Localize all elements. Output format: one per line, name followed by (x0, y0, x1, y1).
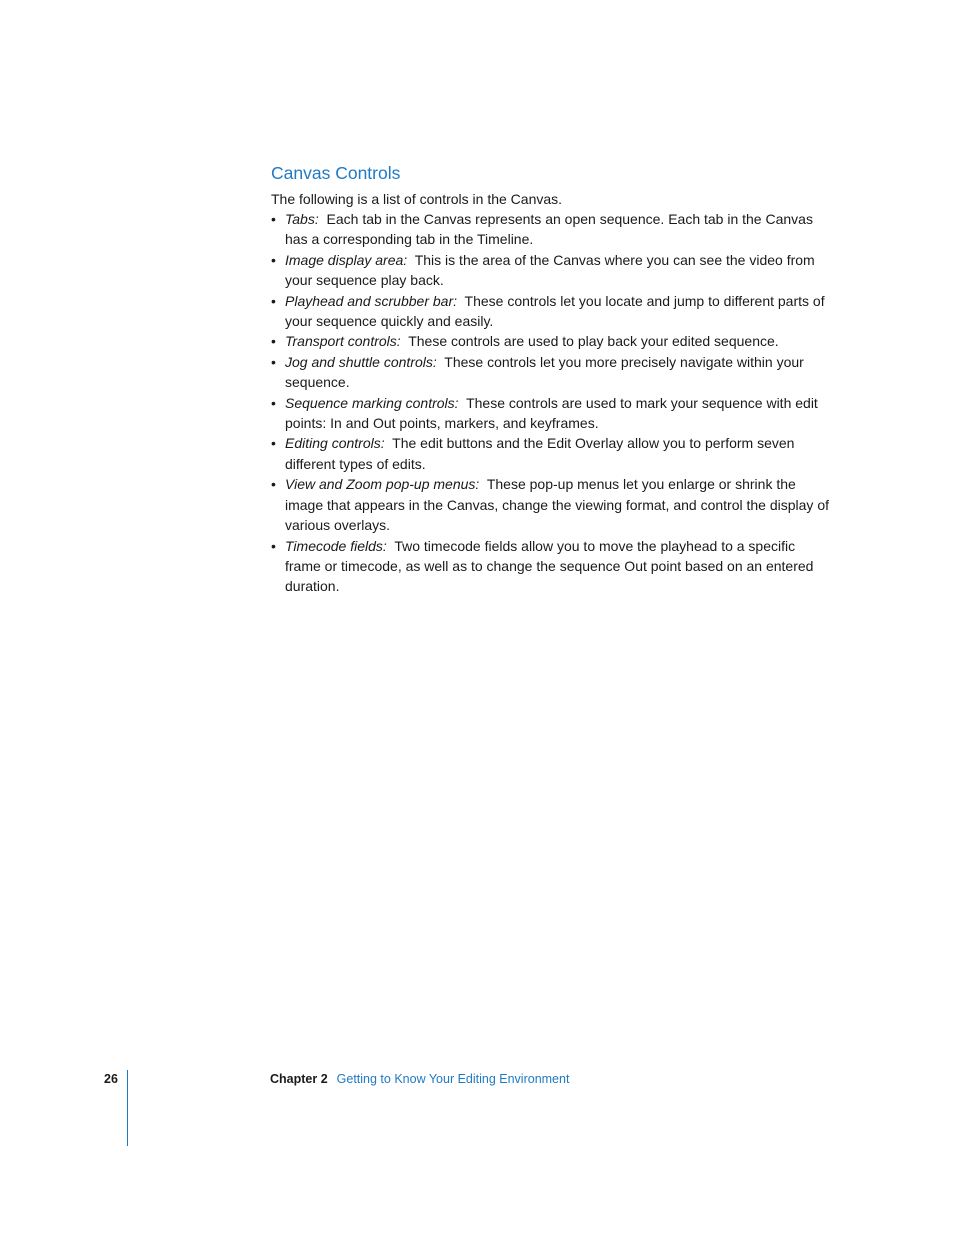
bullet-icon: • (271, 435, 276, 452)
list-item-term: Transport controls: (285, 333, 401, 350)
chapter-title: Getting to Know Your Editing Environment (336, 1072, 570, 1086)
list-item-text: These controls are used to mark your sequence with edit points: In and Out points, markers, and keyframes. (285, 394, 818, 432)
list-item (271, 393, 833, 434)
list-item-text: These controls let you more precisely navigate within your sequence. (285, 353, 804, 391)
list-item-term: View and Zoom pop-up menus: (285, 476, 480, 493)
controls-list (271, 209, 833, 597)
bullet-icon: • (271, 211, 276, 227)
bullet-icon: • (271, 537, 276, 554)
list-item-text: Two timecode fields allow you to move the playhead to a specific frame or timecode, as well as to change the sequence Out point based on an entered duration. (285, 537, 814, 595)
main-content (271, 162, 833, 597)
chapter-label: Chapter 2 (270, 1072, 328, 1086)
list-item-text: These controls are used to play back your edited sequence. (408, 333, 779, 350)
list-item (271, 474, 833, 535)
footer-divider (127, 1070, 128, 1146)
intro-paragraph: The following is a list of controls in the Canvas. (271, 191, 563, 207)
list-item-term: Timecode fields: (285, 537, 387, 554)
list-item (271, 331, 833, 351)
bullet-icon: • (271, 333, 276, 350)
list-item-term: Sequence marking controls: (285, 394, 459, 411)
list-item-text: Each tab in the Canvas represents an open sequence. Each tab in the Canvas has a corresponding tab in the Timeline. (285, 211, 813, 248)
bullet-icon: • (271, 353, 276, 370)
list-item (271, 433, 833, 474)
list-item-text: These pop-up menus let you enlarge or shrink the image that appears in the Canvas, change the viewing format, and control the display of various overlays. (285, 476, 829, 534)
section-title: Canvas Controls (271, 163, 401, 183)
list-item-term: Editing controls: (285, 435, 385, 452)
list-item-term: Playhead and scrubber bar: (285, 292, 457, 309)
list-item (271, 291, 833, 332)
list-item-text: The edit buttons and the Edit Overlay allow you to perform seven different types of edits. (285, 435, 795, 472)
list-item-term: Jog and shuttle controls: (285, 353, 437, 370)
list-item-term: Tabs: (285, 211, 319, 227)
list-item-text: This is the area of the Canvas where you can see the video from your sequence play back. (285, 251, 815, 289)
list-item-text: These controls let you locate and jump to different parts of your sequence quickly and easily. (285, 292, 825, 330)
list-item-term: Image display area: (285, 251, 408, 268)
page-number: 26 (104, 1072, 118, 1086)
bullet-icon: • (271, 476, 276, 493)
bullet-icon: • (271, 394, 276, 411)
list-item (271, 352, 833, 393)
list-item (271, 209, 833, 250)
running-footer (270, 1072, 569, 1086)
list-item (271, 536, 833, 597)
bullet-icon: • (271, 292, 276, 309)
list-item (271, 250, 833, 291)
bullet-icon: • (271, 251, 276, 268)
